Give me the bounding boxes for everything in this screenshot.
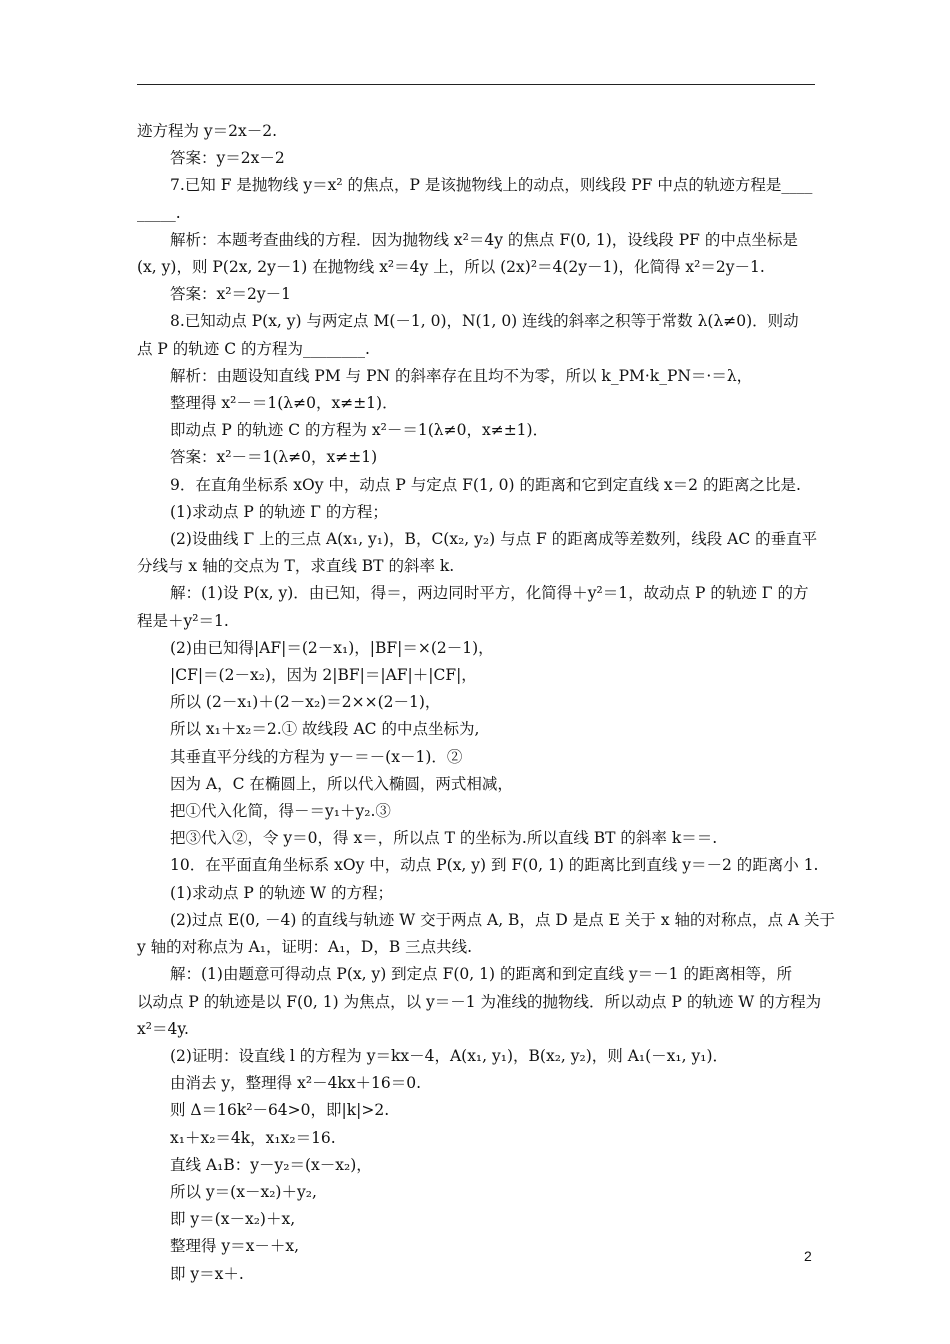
text-line: 迹方程为 y＝2x－2.: [137, 122, 278, 140]
document-body: [137, 118, 836, 1288]
text-line: 答案：y＝2x－2: [170, 149, 285, 168]
text-line: 解析：本题考查曲线的方程．因为抛物线 x²＝4y 的焦点 F(0, 1)，设线段 PF 的中点坐标是: [170, 230, 798, 249]
text-line: 答案：x²＝2y－1: [170, 285, 291, 304]
text-line: 因为 A，C 在椭圆上，所以代入椭圆，两式相减，: [170, 774, 513, 793]
text-line: 即 y＝x＋.: [170, 1264, 244, 1283]
text-line: 把③代入②，令 y＝0，得 x＝，所以点 T 的坐标为.所以直线 BT 的斜率 k＝＝.: [170, 829, 718, 848]
text-line: 程是＋y²＝1.: [137, 611, 229, 630]
text-line: 点 P 的轨迹 C 的方程为________.: [137, 339, 370, 358]
text-line: 所以 y＝(x－x₂)＋y₂,: [170, 1182, 317, 1201]
text-line: y 轴的对称点为 A₁，证明：A₁，D，B 三点共线.: [137, 938, 473, 957]
text-line: 答案：x²－＝1(λ≠0，x≠±1): [170, 448, 378, 467]
text-line: 所以 (2－x₁)＋(2－x₂)＝2××(2－1)，: [170, 693, 441, 712]
text-line: (2)设曲线 Γ 上的三点 A(x₁, y₁)，B，C(x₂, y₂) 与点 F 的距离成等差数列，线段 AC 的垂直平: [170, 530, 818, 549]
text-line: 直线 A₁B：y－y₂＝(x－x₂)，: [170, 1155, 372, 1174]
text-line: _____.: [137, 203, 181, 222]
text-line: 分线与 x 轴的交点为 T，求直线 BT 的斜率 k.: [137, 557, 455, 576]
text-line: 把①代入化简，得－＝y₁＋y₂.③: [170, 802, 391, 821]
text-line: 9．在直角坐标系 xOy 中，动点 P 与定点 F(1, 0) 的距离和它到定直线 x＝2 的距离之比是.: [170, 475, 801, 494]
text-line: 10．在平面直角坐标系 xOy 中，动点 P(x, y) 到 F(0, 1) 的距离比到直线 y＝－2 的距离小 1.: [170, 856, 819, 875]
text-line: 7.已知 F 是抛物线 y＝x² 的焦点，P 是该抛物线上的动点，则线段 PF 中点的轨迹方程是____: [170, 176, 813, 195]
text-line: (1)求动点 P 的轨迹 Γ 的方程；: [170, 502, 388, 521]
text-line: 整理得 y＝x－＋x,: [170, 1237, 300, 1256]
text-line: (2)过点 E(0, －4) 的直线与轨迹 W 交于两点 A, B，点 D 是点 E 关于 x 轴的对称点，点 A 关于: [170, 910, 836, 929]
text-line: 其垂直平分线的方程为 y－＝－(x－1)．②: [170, 747, 463, 766]
text-line: |CF|＝(2－x₂)，因为 2|BF|＝|AF|＋|CF|，: [170, 666, 477, 685]
text-line: 整理得 x²－＝1(λ≠0，x≠±1)．: [170, 394, 398, 413]
text-line: 解析：由题设知直线 PM 与 PN 的斜率存在且均不为零，所以 k_PM·k_PN＝·＝λ，: [170, 366, 753, 385]
header-rule: [137, 84, 815, 85]
page-number: 2: [804, 1248, 812, 1264]
text-line: 8.已知动点 P(x, y) 与两定点 M(－1, 0)，N(1, 0) 连线的斜率之积等于常数 λ(λ≠0)．则动: [170, 312, 799, 331]
text-line: (2)证明：设直线 l 的方程为 y＝kx－4，A(x₁, y₁)，B(x₂, y₂)，则 A₁(－x₁, y₁)．: [170, 1046, 728, 1065]
text-line: (2)由已知得|AF|＝(2－x₁)，|BF|＝×(2－1)，: [170, 638, 494, 657]
text-line: 解：(1)设 P(x, y)．由已知，得＝，两边同时平方，化简得＋y²＝1，故动点 P 的轨迹 Γ 的方: [170, 584, 809, 603]
text-line: (x, y)，则 P(2x, 2y－1) 在抛物线 x²＝4y 上，所以 (2x)²＝4(2y－1)，化简得 x²＝2y－1.: [137, 258, 765, 277]
text-line: 所以 x₁＋x₂＝2.① 故线段 AC 的中点坐标为,: [170, 720, 480, 739]
text-line: 以动点 P 的轨迹是以 F(0, 1) 为焦点，以 y＝－1 为准线的抛物线．所以动点 P 的轨迹 W 的方程为: [137, 992, 822, 1011]
text-line: (1)求动点 P 的轨迹 W 的方程；: [170, 883, 394, 902]
text-line: 则 Δ＝16k²－64>0，即|k|>2.: [170, 1101, 390, 1120]
text-line: x²＝4y.: [137, 1019, 189, 1038]
text-line: 即 y＝(x－x₂)＋x,: [170, 1210, 296, 1229]
text-line: 即动点 P 的轨迹 C 的方程为 x²－＝1(λ≠0，x≠±1)．: [170, 421, 549, 440]
text-line: 由消去 y，整理得 x²－4kx＋16＝0.: [170, 1074, 422, 1093]
text-line: x₁＋x₂＝4k，x₁x₂＝16.: [170, 1128, 336, 1147]
text-line: 解：(1)由题意可得动点 P(x, y) 到定点 F(0, 1) 的距离和到定直线 y＝－1 的距离相等，所: [170, 965, 792, 984]
